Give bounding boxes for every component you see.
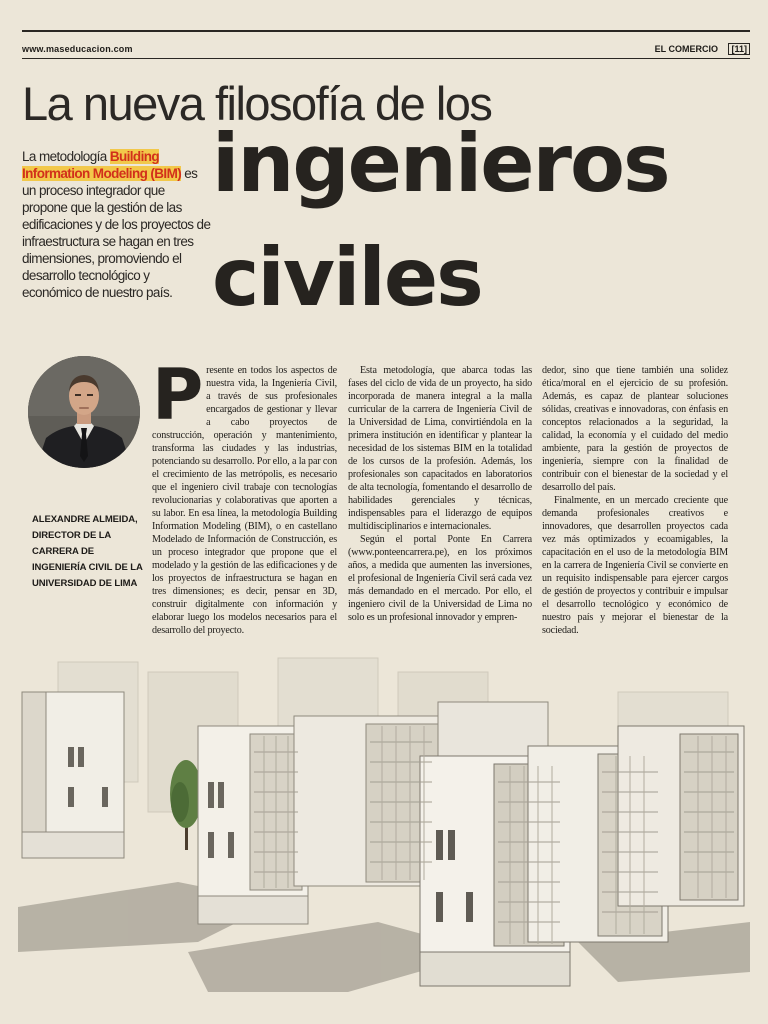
tree bbox=[170, 760, 202, 850]
middle-left-building bbox=[198, 726, 308, 924]
column-2-paragraph-1: Esta metodología, que abarca todas las fases del ciclo de vida de un proyecto, ha sido incorporada de manera integral a la malla curricular de la carrera de Ingeniería Civil de la Universidad de Lima, convirtiéndola en la primera institución en identificar y plantear la necesidad de los sistemas BIM en la totalidad de los cursos de la profesión. Además, los profesionales son capacitados en laboratorios de alta tecnología, fomentando el desarrollo de habilidades gerenciales y técnicas, indispensables para el liderazgo de equipos multidisciplinarios e internacionales. bbox=[348, 365, 532, 532]
header-rule bbox=[22, 58, 750, 59]
deck-highlight-1: Building bbox=[109, 149, 160, 164]
article-column-3 bbox=[542, 364, 728, 637]
page-header bbox=[22, 40, 750, 56]
buildings-illustration bbox=[18, 652, 750, 998]
headline-line-2: ingenieros bbox=[212, 117, 669, 210]
left-building bbox=[22, 692, 124, 858]
article-deck bbox=[22, 148, 212, 301]
site-url: www.maseducacion.com bbox=[22, 44, 133, 54]
author-portrait-photo bbox=[28, 356, 140, 468]
newspaper-name: EL COMERCIO bbox=[654, 44, 718, 54]
article-column-1 bbox=[152, 354, 337, 637]
photo-caption: ALEXANDRE ALMEIDA, DIRECTOR DE LA CARRERA DE INGENIERÍA CIVIL DE LA UNIVERSIDAD DE LIMA bbox=[32, 514, 143, 589]
deck-highlight-2: Information Modeling (BIM) bbox=[22, 166, 182, 181]
column-1-text: resente en todos los aspectos de nuestra vida, la Ingeniería Civil, a través de sus profesionales encargados de gestionar y llevar a cabo proyectos de construcción, operación y mantenimiento, transforma las ciudades y las industrias, potenciando su desarrollo. Por ello, a la par con el crecimiento de las metrópolis, es necesario que el ingeniero civil trabaje con tecnologías revolucionarias y colaborativas que aporten a su labor. En esa línea, la metodología Building Information Modeling (BIM), o en castellano Modelado de Información de Construcción, es un proceso integrador que propone que el modelado y la gestión de las edificaciones y de los proyectos de infraestructura se hagan en tres dimensiones; es decir, pensar en 3D, construir digitalmente con información y elaborar luego los modelos necesarios para el desarrollo del proyecto. bbox=[152, 365, 337, 636]
article-column-2 bbox=[348, 364, 532, 624]
top-rule bbox=[22, 30, 750, 32]
drop-cap: P bbox=[152, 354, 204, 436]
page-number: [11] bbox=[728, 43, 750, 55]
column-3-paragraph-1: dedor, sino que tiene también una solidez ética/moral en el ejercicio de su profesión. Además, es capaz de plantear soluciones sólidas, creativas e innovadoras, con énfasis en conceptos relacionados a la seguridad, la calidad, la economía y el cuidado del medio ambiente, para la gestión de proyectos de ingeniería, siempre con la finalidad de contribuir con el bienestar de la sociedad y el desarrollo del país. bbox=[542, 365, 728, 493]
portrait-illustration bbox=[28, 356, 140, 468]
headline-line-1: La nueva filosofía de los bbox=[22, 77, 492, 130]
headline-line-3: civiles bbox=[212, 231, 482, 324]
deck-lead: La metodología bbox=[22, 149, 110, 164]
deck-body: es un proceso integrador que propone que la gestión de las edificaciones y de los proyectos de infraestructura se hagan en tres dimensiones, promoviendo el desarrollo tecnológico y económico de nuestro país. bbox=[22, 166, 211, 300]
column-2-paragraph-2: Según el portal Ponte En Carrera (www.ponteencarrera.pe), en los próximos años, a medida que aumenten las inversiones, el profesional de Ingeniería Civil será cada vez más demandado en el mercado. Por ello, el ingeniero civil de la Universidad de Lima no solo es un profesional innovador y empren- bbox=[348, 534, 532, 623]
column-3-paragraph-2: Finalmente, en un mercado creciente que demanda profesionales creativos e innovadores, que desarrollen proyectos cada vez más optimizados y ecoamigables, la capacitación en el uso de la metodología BIM en la carrera de Ingeniería Civil se convierte en un requisito indispensable para ejercer cargos de gestión de proyectos y contribuir e impulsar el desarrollo tecnológico y económico de nuestro país y mejorar el bienestar de la sociedad. bbox=[542, 495, 728, 636]
